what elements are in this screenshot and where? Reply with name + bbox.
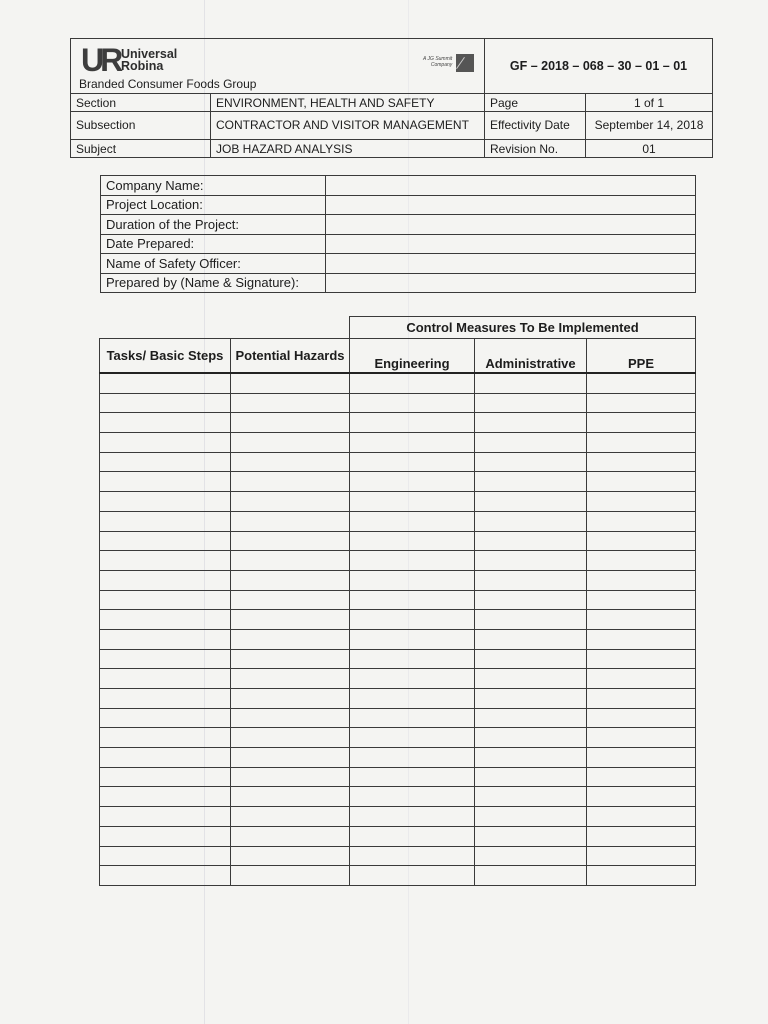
ppe-cell[interactable] bbox=[587, 433, 696, 453]
project-duration-label: Duration of the Project: bbox=[101, 215, 326, 235]
table-row bbox=[100, 531, 696, 551]
table-row bbox=[100, 866, 696, 886]
administrative-cell[interactable] bbox=[475, 531, 587, 551]
hazard-cell[interactable] bbox=[231, 728, 350, 748]
task-cell[interactable] bbox=[100, 492, 231, 512]
task-cell[interactable] bbox=[100, 570, 231, 590]
document-header bbox=[70, 38, 713, 158]
engineering-cell[interactable] bbox=[350, 413, 475, 433]
table-row bbox=[100, 551, 696, 571]
effectivity-date-value: September 14, 2018 bbox=[586, 112, 713, 140]
ppe-cell[interactable] bbox=[587, 846, 696, 866]
universal-robina-logo bbox=[81, 43, 221, 77]
table-row bbox=[100, 373, 696, 393]
administrative-cell[interactable] bbox=[475, 669, 587, 689]
table-row bbox=[100, 708, 696, 728]
ppe-cell[interactable] bbox=[587, 807, 696, 827]
section-label: Section bbox=[71, 94, 211, 112]
header-spacer bbox=[100, 317, 350, 339]
administrative-cell[interactable] bbox=[475, 866, 587, 886]
column-header-ppe: PPE bbox=[587, 339, 696, 374]
ppe-cell[interactable] bbox=[587, 629, 696, 649]
subject-label: Subject bbox=[71, 140, 211, 158]
administrative-cell[interactable] bbox=[475, 452, 587, 472]
group-name: Branded Consumer Foods Group bbox=[79, 77, 257, 91]
ppe-cell[interactable] bbox=[587, 748, 696, 768]
engineering-cell[interactable] bbox=[350, 649, 475, 669]
table-row bbox=[100, 590, 696, 610]
task-cell[interactable] bbox=[100, 373, 231, 393]
ppe-cell[interactable] bbox=[587, 767, 696, 787]
administrative-cell[interactable] bbox=[475, 393, 587, 413]
task-cell[interactable] bbox=[100, 728, 231, 748]
column-header-engineering: Engineering bbox=[350, 339, 475, 374]
info-row bbox=[101, 254, 696, 274]
task-cell[interactable] bbox=[100, 413, 231, 433]
hazard-cell[interactable] bbox=[231, 452, 350, 472]
engineering-cell[interactable] bbox=[350, 433, 475, 453]
task-cell[interactable] bbox=[100, 610, 231, 630]
table-row bbox=[100, 787, 696, 807]
administrative-cell[interactable] bbox=[475, 689, 587, 709]
info-row bbox=[101, 273, 696, 293]
ppe-cell[interactable] bbox=[587, 373, 696, 393]
project-location-field[interactable] bbox=[326, 195, 696, 215]
engineering-cell[interactable] bbox=[350, 807, 475, 827]
ppe-cell[interactable] bbox=[587, 669, 696, 689]
administrative-cell[interactable] bbox=[475, 826, 587, 846]
administrative-cell[interactable] bbox=[475, 748, 587, 768]
ppe-cell[interactable] bbox=[587, 649, 696, 669]
hazard-cell[interactable] bbox=[231, 826, 350, 846]
hazard-cell[interactable] bbox=[231, 866, 350, 886]
hazard-cell[interactable] bbox=[231, 511, 350, 531]
revision-label: Revision No. bbox=[485, 140, 586, 158]
table-row bbox=[100, 846, 696, 866]
company-name-field[interactable] bbox=[326, 176, 696, 196]
task-cell[interactable] bbox=[100, 649, 231, 669]
engineering-cell[interactable] bbox=[350, 866, 475, 886]
ppe-cell[interactable] bbox=[587, 610, 696, 630]
ppe-cell[interactable] bbox=[587, 472, 696, 492]
subsection-value: CONTRACTOR AND VISITOR MANAGEMENT bbox=[211, 112, 485, 140]
table-row bbox=[100, 511, 696, 531]
task-cell[interactable] bbox=[100, 708, 231, 728]
table-row bbox=[100, 492, 696, 512]
job-hazard-analysis-table bbox=[99, 316, 696, 886]
hazard-cell[interactable] bbox=[231, 551, 350, 571]
hazard-cell[interactable] bbox=[231, 433, 350, 453]
engineering-cell[interactable] bbox=[350, 492, 475, 512]
administrative-cell[interactable] bbox=[475, 728, 587, 748]
hazard-cell[interactable] bbox=[231, 610, 350, 630]
hazard-cell[interactable] bbox=[231, 393, 350, 413]
engineering-cell[interactable] bbox=[350, 610, 475, 630]
hazard-cell[interactable] bbox=[231, 570, 350, 590]
table-row bbox=[100, 826, 696, 846]
task-cell[interactable] bbox=[100, 629, 231, 649]
administrative-cell[interactable] bbox=[475, 846, 587, 866]
engineering-cell[interactable] bbox=[350, 590, 475, 610]
task-cell[interactable] bbox=[100, 531, 231, 551]
hazard-cell[interactable] bbox=[231, 629, 350, 649]
administrative-cell[interactable] bbox=[475, 708, 587, 728]
hazard-cell[interactable] bbox=[231, 492, 350, 512]
task-cell[interactable] bbox=[100, 393, 231, 413]
engineering-cell[interactable] bbox=[350, 511, 475, 531]
administrative-cell[interactable] bbox=[475, 472, 587, 492]
administrative-cell[interactable] bbox=[475, 373, 587, 393]
administrative-cell[interactable] bbox=[475, 551, 587, 571]
task-cell[interactable] bbox=[100, 669, 231, 689]
table-row bbox=[100, 669, 696, 689]
hazard-cell[interactable] bbox=[231, 807, 350, 827]
table-row bbox=[100, 728, 696, 748]
info-row bbox=[101, 195, 696, 215]
project-location-label: Project Location: bbox=[101, 195, 326, 215]
administrative-cell[interactable] bbox=[475, 433, 587, 453]
ppe-cell[interactable] bbox=[587, 570, 696, 590]
engineering-cell[interactable] bbox=[350, 393, 475, 413]
page-value: 1 of 1 bbox=[586, 94, 713, 112]
task-cell[interactable] bbox=[100, 433, 231, 453]
jg-summit-tagline: A JG Summit Company bbox=[423, 56, 453, 68]
jha-table-body bbox=[100, 373, 696, 885]
ppe-cell[interactable] bbox=[587, 728, 696, 748]
task-cell[interactable] bbox=[100, 689, 231, 709]
table-row bbox=[100, 629, 696, 649]
administrative-cell[interactable] bbox=[475, 570, 587, 590]
safety-officer-field[interactable] bbox=[326, 254, 696, 274]
engineering-cell[interactable] bbox=[350, 373, 475, 393]
administrative-cell[interactable] bbox=[475, 807, 587, 827]
hazard-cell[interactable] bbox=[231, 531, 350, 551]
administrative-cell[interactable] bbox=[475, 767, 587, 787]
hazard-cell[interactable] bbox=[231, 708, 350, 728]
table-row bbox=[100, 433, 696, 453]
task-cell[interactable] bbox=[100, 748, 231, 768]
column-header-tasks: Tasks/ Basic Steps bbox=[100, 339, 231, 374]
table-row bbox=[100, 689, 696, 709]
table-row bbox=[100, 413, 696, 433]
ur-logo-mark: UR bbox=[81, 42, 120, 78]
administrative-cell[interactable] bbox=[475, 787, 587, 807]
administrative-cell[interactable] bbox=[475, 492, 587, 512]
task-cell[interactable] bbox=[100, 767, 231, 787]
hazard-cell[interactable] bbox=[231, 649, 350, 669]
task-cell[interactable] bbox=[100, 826, 231, 846]
date-prepared-field[interactable] bbox=[326, 234, 696, 254]
ppe-cell[interactable] bbox=[587, 452, 696, 472]
administrative-cell[interactable] bbox=[475, 610, 587, 630]
hazard-cell[interactable] bbox=[231, 787, 350, 807]
jg-summit-logo-icon bbox=[456, 54, 474, 72]
engineering-cell[interactable] bbox=[350, 570, 475, 590]
hazard-cell[interactable] bbox=[231, 767, 350, 787]
engineering-cell[interactable] bbox=[350, 728, 475, 748]
revision-value: 01 bbox=[586, 140, 713, 158]
ppe-cell[interactable] bbox=[587, 787, 696, 807]
hazard-cell[interactable] bbox=[231, 846, 350, 866]
task-cell[interactable] bbox=[100, 511, 231, 531]
administrative-cell[interactable] bbox=[475, 649, 587, 669]
administrative-cell[interactable] bbox=[475, 590, 587, 610]
effectivity-date-label: Effectivity Date bbox=[485, 112, 586, 140]
hazard-cell[interactable] bbox=[231, 689, 350, 709]
info-row bbox=[101, 176, 696, 196]
task-cell[interactable] bbox=[100, 452, 231, 472]
task-cell[interactable] bbox=[100, 787, 231, 807]
administrative-cell[interactable] bbox=[475, 629, 587, 649]
date-prepared-label: Date Prepared: bbox=[101, 234, 326, 254]
ppe-cell[interactable] bbox=[587, 866, 696, 886]
logo-wordmark: Universal Robina bbox=[121, 47, 178, 73]
engineering-cell[interactable] bbox=[350, 846, 475, 866]
table-row bbox=[100, 393, 696, 413]
ppe-cell[interactable] bbox=[587, 413, 696, 433]
table-row bbox=[100, 767, 696, 787]
table-row bbox=[100, 610, 696, 630]
ppe-cell[interactable] bbox=[587, 511, 696, 531]
ppe-cell[interactable] bbox=[587, 393, 696, 413]
control-measures-group-header: Control Measures To Be Implemented bbox=[350, 317, 696, 339]
ppe-cell[interactable] bbox=[587, 590, 696, 610]
table-row bbox=[100, 748, 696, 768]
hazard-cell[interactable] bbox=[231, 472, 350, 492]
engineering-cell[interactable] bbox=[350, 767, 475, 787]
engineering-cell[interactable] bbox=[350, 826, 475, 846]
task-cell[interactable] bbox=[100, 590, 231, 610]
hazard-cell[interactable] bbox=[231, 669, 350, 689]
table-row bbox=[100, 570, 696, 590]
table-row bbox=[100, 472, 696, 492]
administrative-cell[interactable] bbox=[475, 511, 587, 531]
project-info-table bbox=[100, 175, 696, 293]
ppe-cell[interactable] bbox=[587, 826, 696, 846]
engineering-cell[interactable] bbox=[350, 669, 475, 689]
ppe-cell[interactable] bbox=[587, 492, 696, 512]
hazard-cell[interactable] bbox=[231, 748, 350, 768]
ppe-cell[interactable] bbox=[587, 551, 696, 571]
task-cell[interactable] bbox=[100, 866, 231, 886]
subsection-label: Subsection bbox=[71, 112, 211, 140]
engineering-cell[interactable] bbox=[350, 708, 475, 728]
info-row bbox=[101, 215, 696, 235]
task-cell[interactable] bbox=[100, 472, 231, 492]
table-row bbox=[100, 452, 696, 472]
engineering-cell[interactable] bbox=[350, 689, 475, 709]
company-name-label: Company Name: bbox=[101, 176, 326, 196]
safety-officer-label: Name of Safety Officer: bbox=[101, 254, 326, 274]
page-label: Page bbox=[485, 94, 586, 112]
engineering-cell[interactable] bbox=[350, 748, 475, 768]
table-row bbox=[100, 807, 696, 827]
task-cell[interactable] bbox=[100, 846, 231, 866]
engineering-cell[interactable] bbox=[350, 531, 475, 551]
document-number: GF – 2018 – 068 – 30 – 01 – 01 bbox=[485, 39, 713, 94]
engineering-cell[interactable] bbox=[350, 629, 475, 649]
info-row bbox=[101, 234, 696, 254]
hazard-cell[interactable] bbox=[231, 373, 350, 393]
engineering-cell[interactable] bbox=[350, 452, 475, 472]
prepared-by-field[interactable] bbox=[326, 273, 696, 293]
prepared-by-label: Prepared by (Name & Signature): bbox=[101, 273, 326, 293]
column-header-hazards: Potential Hazards bbox=[231, 339, 350, 374]
task-cell[interactable] bbox=[100, 551, 231, 571]
task-cell[interactable] bbox=[100, 807, 231, 827]
engineering-cell[interactable] bbox=[350, 787, 475, 807]
ppe-cell[interactable] bbox=[587, 531, 696, 551]
hazard-cell[interactable] bbox=[231, 590, 350, 610]
section-value: ENVIRONMENT, HEALTH AND SAFETY bbox=[211, 94, 485, 112]
administrative-cell[interactable] bbox=[475, 413, 587, 433]
ppe-cell[interactable] bbox=[587, 689, 696, 709]
hazard-cell[interactable] bbox=[231, 413, 350, 433]
company-logo-cell bbox=[71, 39, 485, 94]
ppe-cell[interactable] bbox=[587, 708, 696, 728]
engineering-cell[interactable] bbox=[350, 472, 475, 492]
project-duration-field[interactable] bbox=[326, 215, 696, 235]
engineering-cell[interactable] bbox=[350, 551, 475, 571]
column-header-administrative: Administrative bbox=[475, 339, 587, 374]
subject-value: JOB HAZARD ANALYSIS bbox=[211, 140, 485, 158]
table-row bbox=[100, 649, 696, 669]
